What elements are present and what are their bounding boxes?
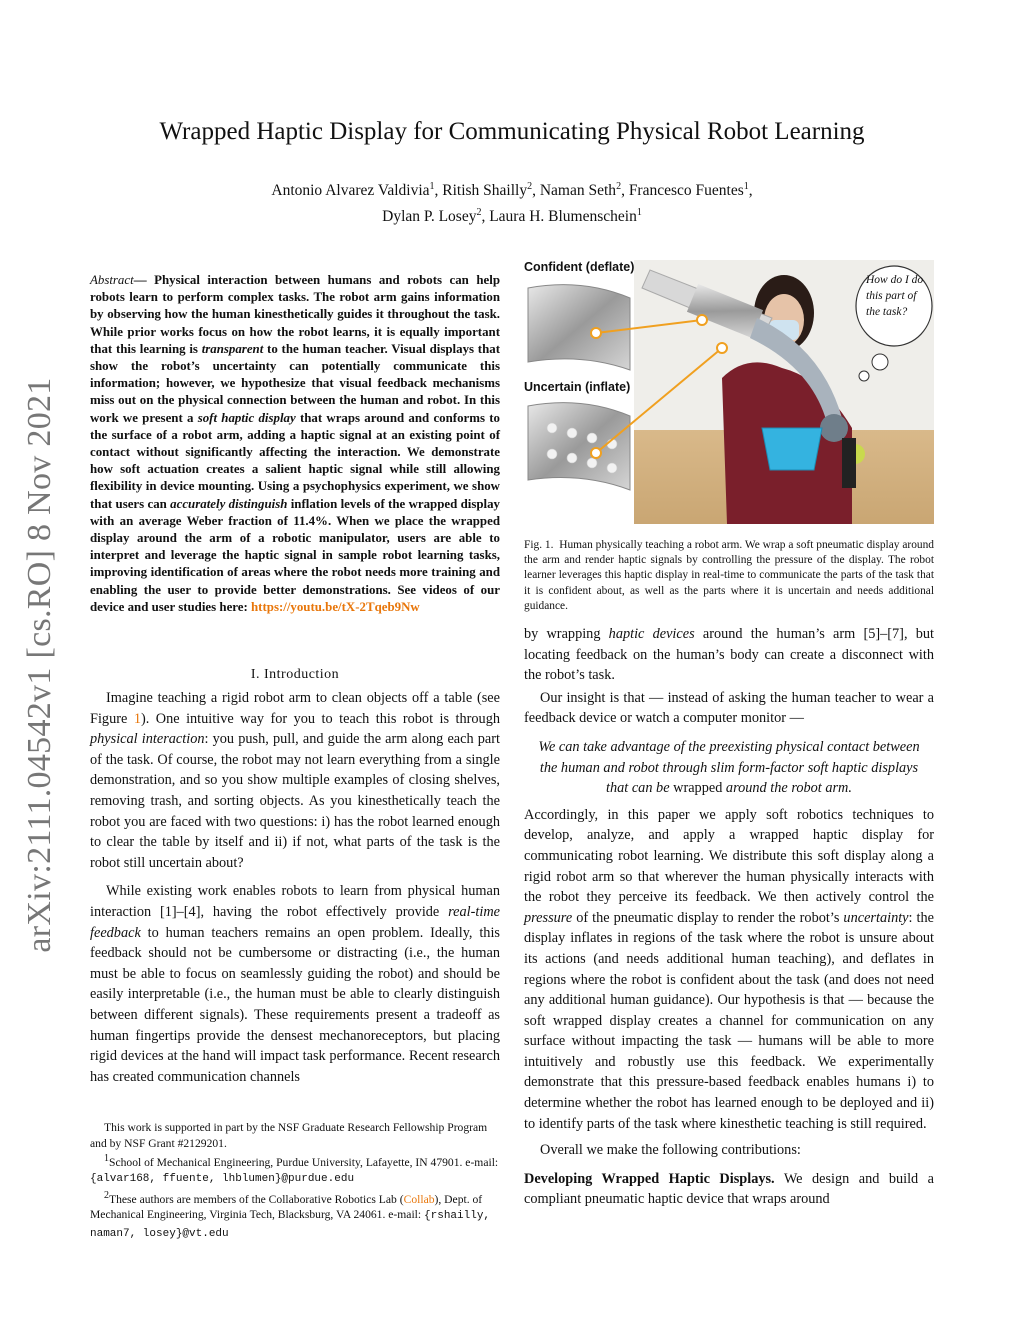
- paragraph: Our insight is that — instead of asking the human teacher to wear a feedback device or watch a computer monitor —: [524, 689, 934, 727]
- callout-dot: [591, 448, 601, 458]
- abstract-label: Abstract: [90, 273, 134, 287]
- callout-dot: [697, 315, 707, 325]
- figure-1: [522, 258, 934, 526]
- text: While existing work enables robots to learn from physical human interaction [1]–[4], having the robot effectively provide: [90, 883, 500, 920]
- footnote-mark: 1: [104, 1153, 109, 1164]
- emphasis: haptic devices: [608, 626, 695, 642]
- collab-link[interactable]: Collab: [403, 1192, 435, 1206]
- label-confident: Confident (deflate): [524, 260, 635, 274]
- text: Accordingly, in this paper we apply soft robotics techniques to develop, analyze, and apply a wrapped haptic display for communicating robot learning. We distribute this soft display along a rigid robot arm so that wherever the human physically interacts with the robot they perceive its feedback. We then actively control the: [524, 806, 934, 906]
- video-link[interactable]: https://youtu.be/tX-2Tqeb9Nw: [251, 599, 420, 614]
- paragraph: [524, 805, 934, 1135]
- right-column: [524, 624, 934, 1210]
- abstract-text: to the human teacher. Visual displays that show the robot’s uncertainty can potentially communicate this information; however, we hypothesize that visual feedback mechanisms miss out on the physical connection between the human and robot. In this work we present a: [90, 341, 500, 425]
- affiliation-mark: 2: [527, 181, 533, 192]
- abstract-text: inflation levels of the wrapped display with an average Weber fraction of 11.4%. When we place the wrapped display around the arm of a robotic manipulator, users are able to interpret and leverage the haptic signal in sample robot learning tasks, improving identification of areas where the robot needs more training and enabling the user to provide better demonstrations. See videos of our device and user studies here:: [90, 496, 501, 614]
- author: Antonio Alvarez Valdivia: [271, 182, 430, 200]
- affiliation-mark: 1: [636, 207, 642, 219]
- text: around the human’s arm [5]–[7], but locating feedback on the human’s body can create a disconnect with the robot’s task.: [524, 626, 934, 684]
- affiliation-mark: 1: [743, 181, 749, 192]
- text: wrapped: [673, 780, 723, 797]
- arxiv-id: arXiv:2111.04542v1 [cs.RO] 8 Nov 2021: [21, 377, 58, 953]
- paper-title: Wrapped Haptic Display for Communicating Physical Robot Learning: [159, 118, 865, 145]
- text: : the display inflates in regions of the task where the robot is unsure about its actions (and needs additional human teaching), and deflates in regions where the robot is confident about the task (and does not need any additional human guidance). Our hypothesis is that — because the soft wrapped display creates a channel for communication on any surface without impacting the task — humans will be able to more intuitively and robustly use this feedback. We experimentally demonstrate that this pressure-based feedback enables humans i) to determine whether the robot has learned enough to be deployed and ii) to identify parts of the task where kinesthetic teaching is still required.: [524, 909, 935, 1132]
- author: Dylan P. Losey: [382, 208, 477, 226]
- thought-dot: [872, 354, 888, 370]
- paragraph: [524, 624, 934, 686]
- abstract: Abstract— Physical interaction between humans and robots can help robots learn to perform complex tasks. The robot arm gains information by observing how the human kinesthetically guides it throughout the task. While prior works focus on how the robot learns, it is equally important that this learning is transparent to the human teacher. Visual displays that show the robot’s uncertainty can potentially communicate this information; however, we hypothesize that visual feedback mechanisms miss out on the physical connection between the human and robot. In this work we present a soft haptic display that wraps around and conforms to the surface of a robot arm, adding a haptic signal at an existing point of contact without significantly affecting the interaction. We demonstrate how soft actuation creates a salient haptic signal while still allowing flexibility in device mounting. Using a psychophysics experiment, we show that users can accurately distinguish inflation levels of the wrapped display with an average Weber fraction of 11.4%. When we place the wrapped display around the arm of a robotic manipulator, users are able to interpret and leverage the haptic signal in sample robot learning tasks, improving identification of areas where the robot needs more training and enabling the user to provide better demonstrations. See videos of our device and user studies here: https://youtu.be/tX-2Tqeb9Nw: [90, 273, 501, 614]
- affiliation-mark: 1: [429, 181, 435, 192]
- footnotes: [90, 1120, 500, 1242]
- footnote-support: This work is supported in part by the NSF Graduate Research Fellowship Program and by NSF Grant #2129201.: [90, 1121, 488, 1150]
- intro-column: [90, 688, 500, 1095]
- callout-dot: [717, 343, 727, 353]
- author-line-2: Dylan P. Losey$^2$, Laura H. Blumenschein$^1$: [382, 207, 642, 226]
- text: to human teachers remains an open problem. Ideally, this feedback should not be cumbersome or distracting (i.e., the human must be able to focus on seamlessly guiding the robot) and should be easily interpretable (i.e., the human must be able to clearly distinguish between different signals). These requirements present a tradeoff as human fingertips provide the densest mechanoreceptors, but placing rigid devices at the hand will impact task performance. Recent research has created communication channels: [90, 924, 500, 1085]
- contribution-title: Developing Wrapped Haptic Displays.: [524, 1170, 775, 1187]
- affiliation-mark: 2: [476, 207, 482, 219]
- author-line-1: Antonio Alvarez Valdivia$^1$, Ritish Shailly$^2$, Naman Seth$^2$, Francesco Fuentes$^1$,: [271, 181, 753, 200]
- paragraph: Overall we make the following contributions:: [540, 1142, 801, 1159]
- text: of the pneumatic display to render the robot’s: [572, 909, 844, 926]
- author: Naman Seth: [539, 182, 617, 200]
- affiliation-mark: 2: [616, 181, 622, 192]
- emphasis: physical interaction: [90, 731, 205, 748]
- caption-text: Human physically teaching a robot arm. We wrap a soft pneumatic display around the arm and render haptic signals by controlling the pressure of the display. The robot learner leverages this haptic display in real-time to communicate the parts of the task that it is confident about, as well as the parts where it is uncertain and needs additional guidance.: [524, 539, 934, 612]
- footnote-mark: 2: [104, 1189, 109, 1201]
- text: : you push, pull, and guide the arm along each part of the task. Of course, the robot may not learn everything from a single demonstration, and so you show multiple examples of closing shelves, removing trash, and sorting objects. As you kinesthetically teach the robot you are faced with two questions: i) has the robot learned enough to clear the table by itself and ii) if not, what parts of the task is the robot still uncertain about?: [90, 731, 500, 871]
- insight-quote: [534, 737, 924, 799]
- basket: [762, 428, 822, 470]
- author: Francesco Fuentes: [628, 182, 744, 200]
- emphasis: uncertainty: [843, 909, 909, 926]
- figure-ref-link[interactable]: 1: [133, 710, 141, 727]
- text: around the robot arm.: [722, 780, 852, 797]
- intro-paragraph-1: [90, 688, 500, 873]
- author-list: [0, 176, 1024, 228]
- text: We design and build a compliant pneumatic haptic device that wraps around: [524, 1170, 934, 1208]
- author: Ritish Shailly: [442, 182, 528, 200]
- caption-label: Fig. 1.: [524, 539, 554, 551]
- text: School of Mechanical Engineering, Purdue University, Lafayette, IN 47901. e-mail:: [109, 1155, 499, 1169]
- footnote-2: [90, 1188, 500, 1242]
- emphasis: pressure: [524, 909, 573, 926]
- author: Laura H. Blumenschein: [489, 208, 637, 226]
- text: We can take advantage of the preexisting physical contact between the human and robot through slim form-factor soft haptic displays that can be: [538, 738, 920, 797]
- text: by wrapping: [524, 626, 609, 642]
- abstract-emphasis: soft haptic display: [197, 410, 296, 425]
- abstract-emphasis: transparent: [201, 341, 264, 356]
- abstract-emphasis: accurately distinguish: [170, 496, 288, 511]
- section-heading: I. Introduction: [250, 667, 340, 682]
- paragraph: [524, 1169, 934, 1210]
- label-uncertain: Uncertain (inflate): [524, 380, 631, 394]
- text: Imagine teaching a rigid robot arm to clean objects off a table (see Figure: [90, 690, 500, 727]
- footnote-1: [90, 1151, 500, 1188]
- email[interactable]: {alvar168, ffuente, lhblumen}@purdue.edu: [90, 1173, 355, 1186]
- robot-wrist: [820, 414, 848, 442]
- email[interactable]: {rshailly, naman7, losey}@vt.edu: [90, 1210, 491, 1240]
- thought-dot: [859, 371, 869, 381]
- figure-caption: [524, 538, 934, 614]
- emphasis: real-time feedback: [90, 903, 500, 941]
- text: ), Dept. of Mechanical Engineering, Virginia Tech, Blacksburg, VA 24061. e-mail:: [90, 1192, 483, 1222]
- bubble-text: How do I do this part of the task?: [866, 274, 924, 318]
- arxiv-stamp: [20, 355, 60, 975]
- robot-gripper: [842, 438, 856, 488]
- callout-dot: [591, 328, 601, 338]
- text: ). One intuitive way for you to teach this robot is through: [140, 710, 501, 727]
- intro-paragraph-2: [90, 881, 500, 1087]
- text: These authors are members of the Collaborative Robotics Lab (: [109, 1192, 404, 1206]
- abstract-text: that wraps around and conforms to the surface of a robot arm, adding a haptic signal at an existing point of contact without significantly affecting the interaction. We demonstrate how soft actuation creates a salient haptic signal while still allowing flexibility in device mounting. Using a psychophysics experiment, we show that users can: [90, 410, 500, 511]
- deflated-sample: [528, 285, 630, 370]
- abstract-text: Physical interaction between humans and robots can help robots learn to perform complex tasks. The robot arm gains information by observing how the human kinesthetically guides it throughout the task. While prior works focus on how the robot learns, it is equally important that this learning is: [90, 273, 500, 356]
